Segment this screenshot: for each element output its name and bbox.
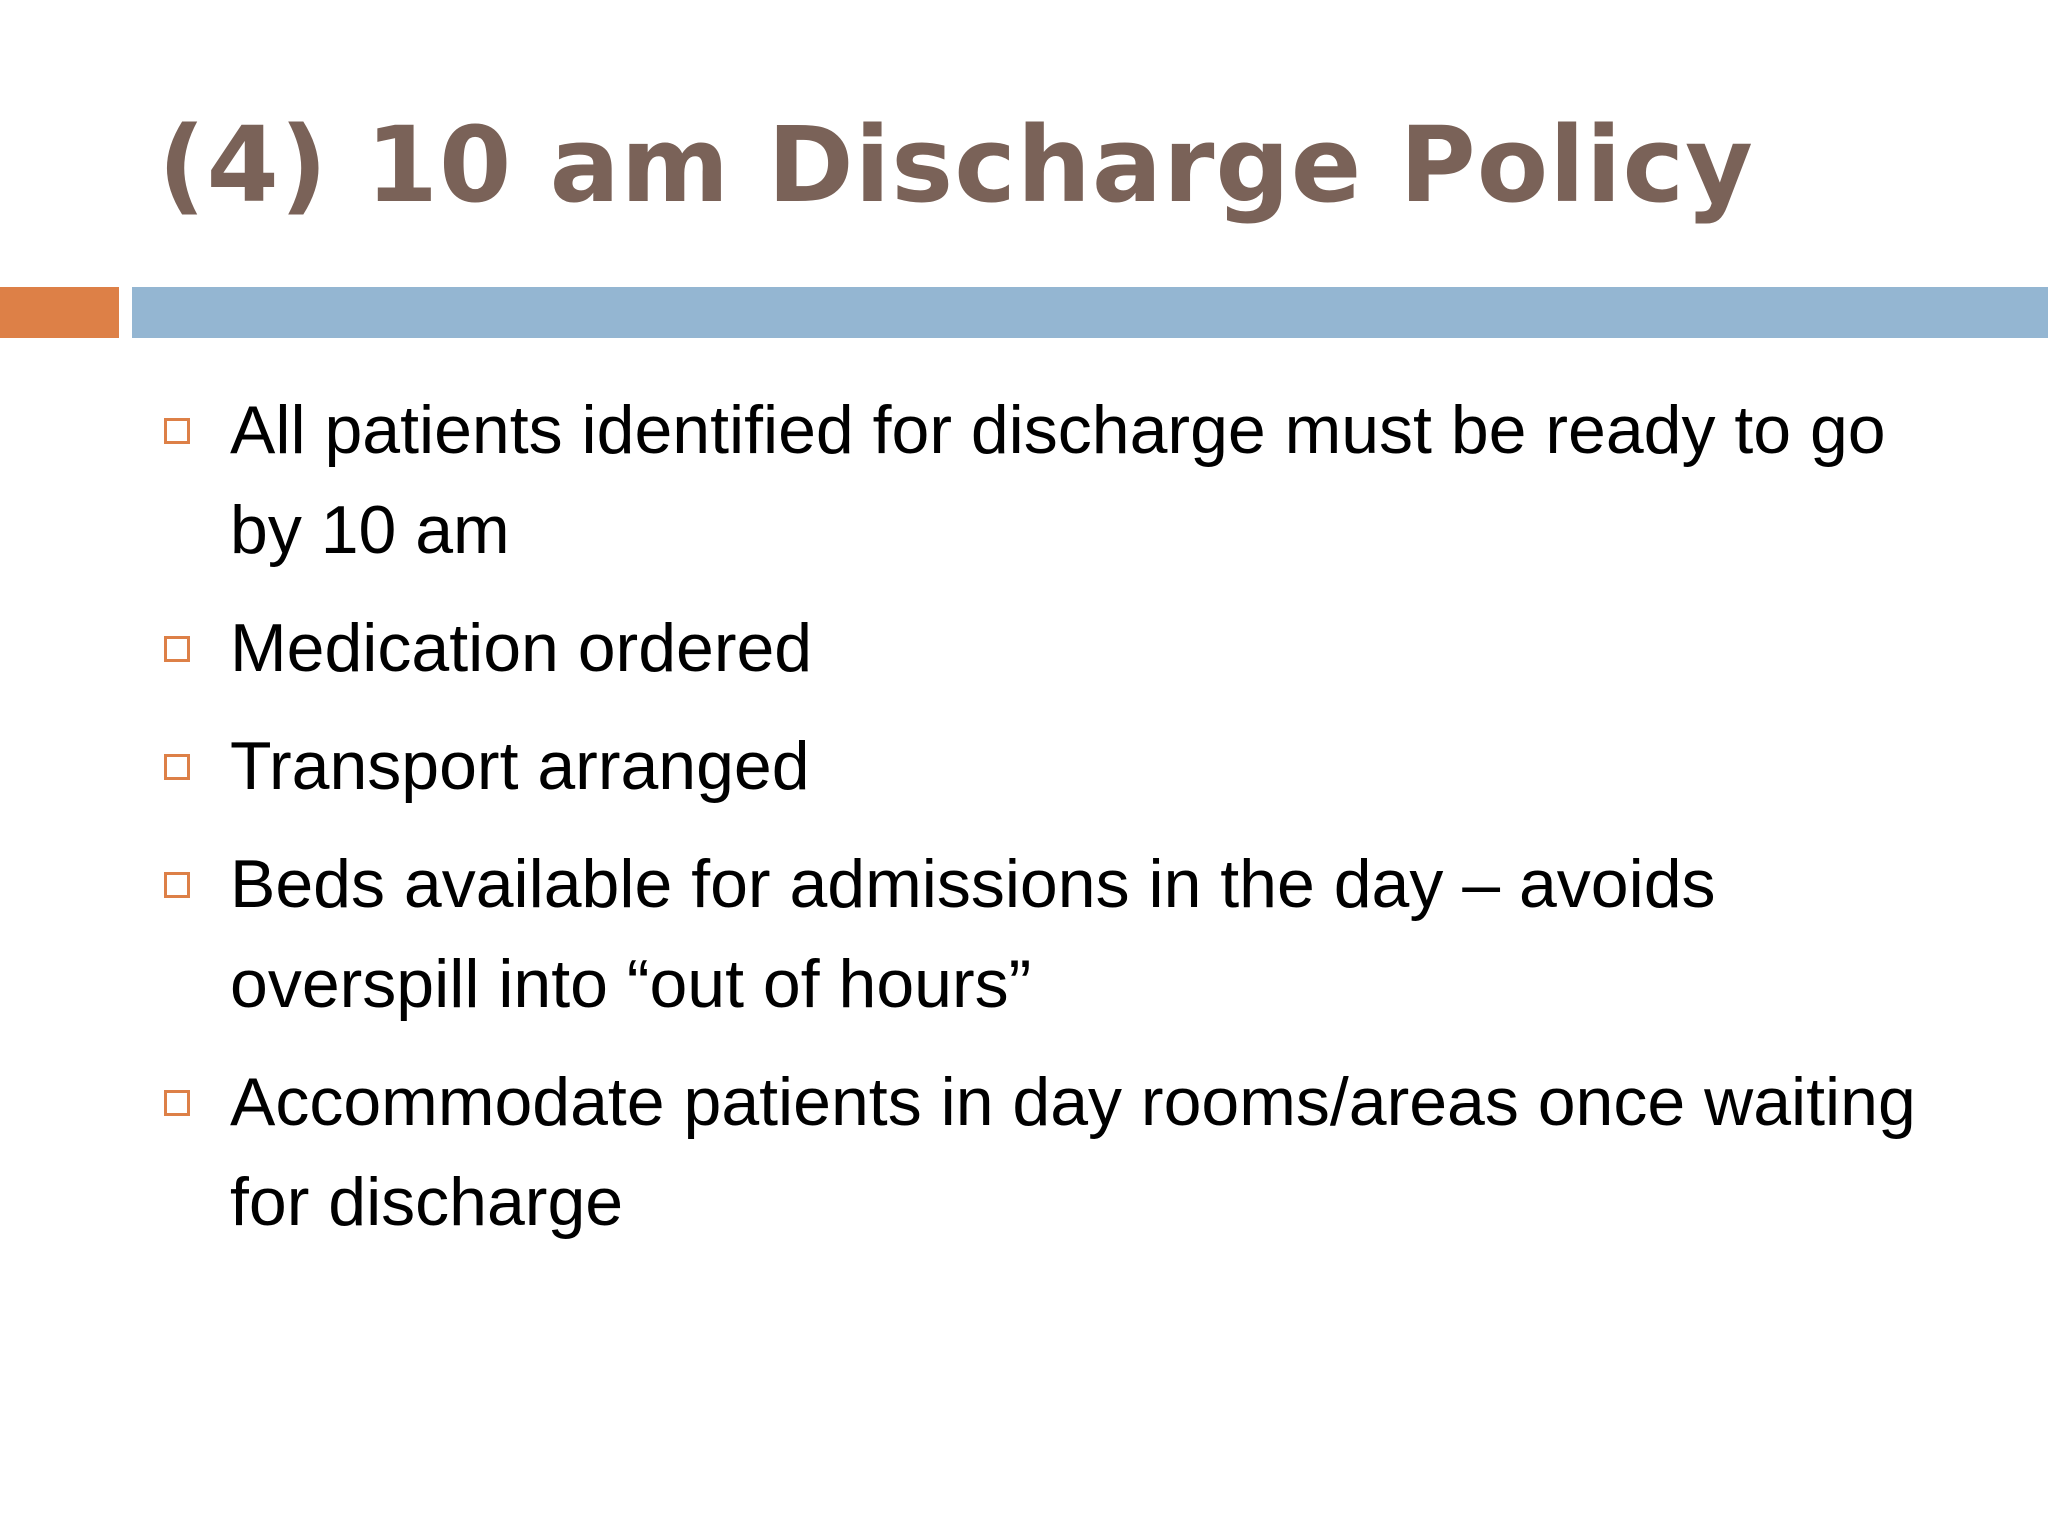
- hollow-square-icon: [164, 754, 190, 780]
- bullet-text: Accommodate patients in day rooms/areas once waiting for discharge: [230, 1064, 1916, 1240]
- hollow-square-icon: [164, 872, 190, 898]
- title-divider-bar: [132, 287, 2048, 338]
- bullet-text: Medication ordered: [230, 610, 813, 686]
- bullet-item: [160, 716, 1920, 816]
- bullet-text: All patients identified for discharge must be ready to go by 10 am: [230, 392, 1886, 568]
- title-accent-bar: [0, 287, 119, 338]
- bullet-item: [160, 834, 1920, 1034]
- hollow-square-icon: [164, 1090, 190, 1116]
- hollow-square-icon: [164, 418, 190, 444]
- bullet-list: [160, 380, 1920, 1270]
- bullet-item: [160, 380, 1920, 580]
- bullet-item: [160, 1052, 1920, 1252]
- bullet-text: Beds available for admissions in the day – avoids overspill into “out of hours”: [230, 846, 1716, 1022]
- hollow-square-icon: [164, 636, 190, 662]
- slide-title: (4) 10 am Discharge Policy: [158, 104, 1754, 226]
- bullet-item: [160, 598, 1920, 698]
- bullet-text: Transport arranged: [230, 728, 810, 804]
